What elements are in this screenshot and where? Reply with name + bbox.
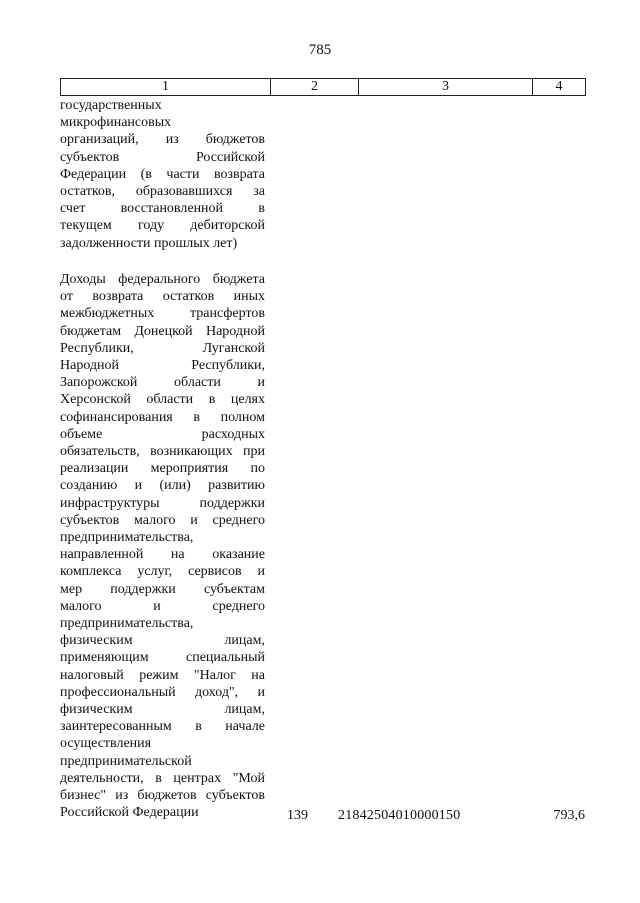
para1-line: государственных <box>60 98 162 113</box>
para1-line: задолженности прошлых лет) <box>60 235 238 251</box>
income-description-dnr-lnr <box>60 271 265 822</box>
para2-line: Доходы федерального бюджета <box>60 272 265 287</box>
continued-income-description <box>60 97 265 252</box>
para2-line: обязательств, возникающих при <box>60 444 265 460</box>
para2-line: предпринимательской <box>60 753 192 769</box>
para2-line: софинансирования в полном <box>60 409 265 425</box>
para2-line: комплекса услуг, сервисов и <box>60 564 265 580</box>
para1-line: остатков, образовавшихся за <box>60 184 265 200</box>
para2-line: физическим лицам, <box>60 633 265 649</box>
admin-code-cell: 139 <box>287 808 308 823</box>
para2-line: созданию и (или) развитию <box>60 478 265 494</box>
para2-line: профессиональный доход", и <box>60 684 265 700</box>
para2-line: Российской Федерации <box>60 805 199 821</box>
para2-line: осуществления <box>60 736 152 752</box>
para2-line: Херсонской области в целях <box>60 392 265 408</box>
amount-cell: 793,6 <box>553 808 585 823</box>
para2-line: предпринимательства, <box>60 530 194 546</box>
column-header-3: 3 <box>359 79 533 95</box>
para1-line: субъектов Российской <box>60 149 265 165</box>
para2-line: бизнес" из бюджетов субъектов <box>60 788 265 804</box>
para2-line: налоговый режим "Налог на <box>60 667 265 683</box>
para2-line: Народной Республики, <box>60 358 265 374</box>
page-number: 785 <box>308 42 332 58</box>
budget-classification-code-cell: 21842504010000150 <box>338 808 461 823</box>
para2-line: инфраструктуры поддержки <box>60 495 265 511</box>
column-header-2: 2 <box>271 79 359 95</box>
para2-line: направленной на оказание <box>60 547 265 563</box>
para2-line: деятельности, в центрах "Мой <box>60 770 265 786</box>
para1-line: Федерации (в части возврата <box>60 166 265 182</box>
para2-line: физическим лицам, <box>60 702 265 718</box>
para2-line: малого и среднего <box>60 598 265 614</box>
table-header-row <box>60 78 586 96</box>
para1-line: организаций, из бюджетов <box>60 132 265 148</box>
para1-line: счет восстановленной в <box>60 201 265 217</box>
para2-line: предпринимательства, <box>60 616 194 632</box>
para1-line: микрофинансовых <box>60 115 172 131</box>
para2-line: мер поддержки субъектам <box>60 581 265 597</box>
para2-line: межбюджетных трансфертов <box>60 306 265 322</box>
para2-line: применяющим специальный <box>60 650 265 666</box>
para2-line: Республики, Луганской <box>60 340 265 356</box>
para2-line: от возврата остатков иных <box>60 289 265 305</box>
para1-line: текущем году дебиторской <box>60 218 265 234</box>
para2-line: объеме расходных <box>60 426 265 442</box>
para2-line: субъектов малого и среднего <box>60 512 265 528</box>
column-header-1: 1 <box>61 79 271 95</box>
para2-line: заинтересованным в начале <box>60 719 265 735</box>
para2-line: Запорожской области и <box>60 375 265 391</box>
para2-line: бюджетам Донецкой Народной <box>60 323 265 339</box>
column-header-4: 4 <box>555 79 563 94</box>
para2-line: реализации мероприятия по <box>60 461 265 477</box>
